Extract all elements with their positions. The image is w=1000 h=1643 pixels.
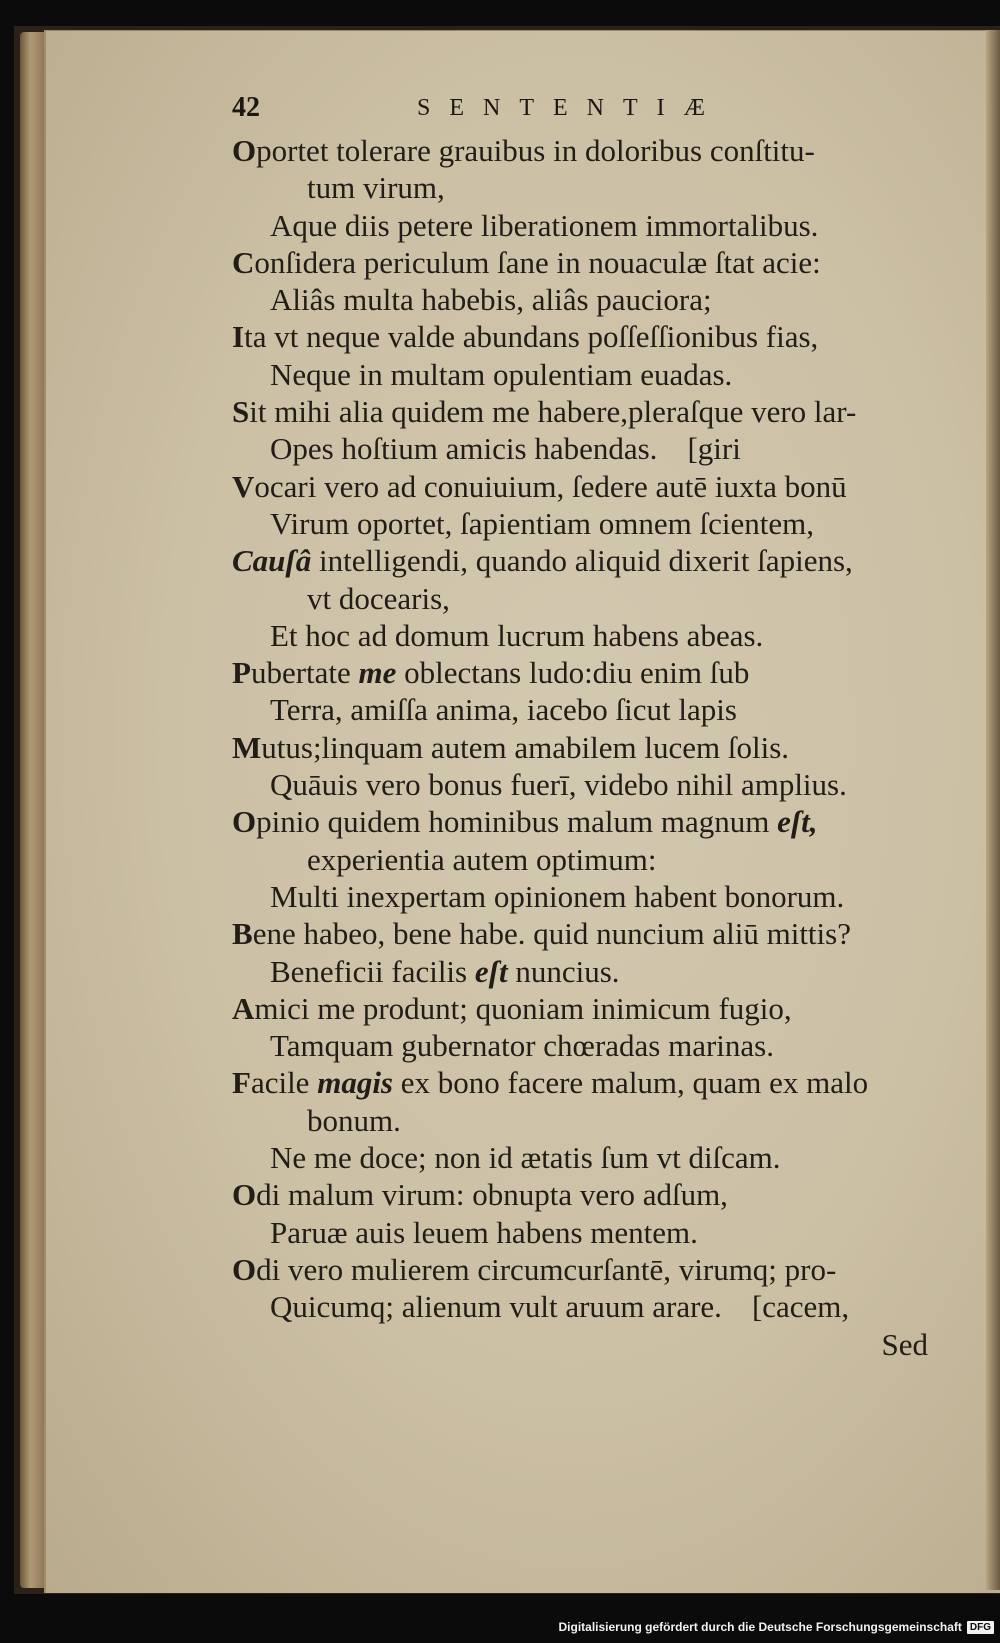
text-line	[232, 617, 932, 654]
line-segment: Quicumq; alienum vult aruum arare.	[270, 1289, 722, 1325]
line-segment: Quāuis vero bonus fuerī, videbo nihil amplius.	[270, 767, 847, 803]
line-segment: Terra, amiſſa anima, iacebo ſicut lapis	[270, 692, 737, 728]
text-line	[232, 878, 932, 915]
line-segment: di malum virum: obnupta vero adſum,	[256, 1177, 728, 1213]
line-segment: portet tolerare grauibus in doloribus conſtitu-	[256, 133, 815, 168]
line-segment: ta vt neque valde abundans poſſeſſionibus fias,	[244, 319, 819, 355]
italic-word: eſt,	[777, 804, 818, 840]
page-edge	[986, 30, 1000, 1590]
dfg-logo: DFG	[967, 1621, 994, 1634]
text-line	[232, 803, 932, 840]
line-segment: Et hoc ad domum lucrum habens abeas.	[270, 617, 764, 653]
text-line	[232, 1214, 932, 1251]
initial-letter: O	[232, 804, 257, 840]
text-line	[232, 281, 932, 318]
text-line	[232, 318, 932, 355]
line-segment: Sed	[881, 1326, 928, 1362]
line-segment: Neque in multam opulentiam euadas.	[270, 356, 733, 392]
italic-word: Cauſâ	[232, 543, 312, 579]
text-line	[232, 1027, 932, 1064]
initial-letter: B	[232, 916, 253, 952]
text-line	[232, 207, 932, 244]
line-segment: pinio quidem hominibus malum magnum	[256, 804, 778, 840]
text-line	[232, 1064, 932, 1101]
text-line	[232, 1102, 932, 1139]
italic-word: magis	[317, 1065, 393, 1101]
line-segment: oblectans ludo:diu enim ſub	[396, 655, 750, 691]
initial-letter: M	[232, 729, 262, 765]
initial-letter: O	[232, 1251, 257, 1287]
line-segment: ocari vero ad conuiuium, ſedere autē iuxta bonū	[254, 468, 847, 504]
italic-word: eſt	[474, 953, 508, 989]
text-line	[232, 244, 932, 281]
text-line	[232, 132, 932, 169]
line-segment: Opes hoſtium amicis habendas.	[270, 431, 658, 467]
line-segment: it mihi alia quidem me habere,pleraſque vero lar-	[249, 394, 857, 430]
line-segment: di vero mulierem circumcurſantē, virumq; pro-	[256, 1251, 837, 1287]
initial-letter: S	[232, 394, 250, 430]
book-spine	[20, 32, 46, 1588]
initial-letter: O	[232, 1177, 257, 1213]
line-segment: nuncius.	[507, 953, 620, 989]
line-segment: Multi inexpertam opinionem habent bonorum.	[270, 878, 845, 914]
text-line	[232, 654, 932, 691]
text-line	[232, 990, 932, 1027]
text-line	[232, 468, 932, 505]
text-line	[232, 729, 932, 766]
line-segment: acile	[250, 1065, 318, 1101]
line-segment: ubertate	[250, 655, 359, 691]
text-line	[232, 1288, 932, 1325]
line-segment: Aliâs multa habebis, aliâs pauciora;	[270, 282, 712, 318]
text-line	[232, 841, 932, 878]
text-line	[232, 356, 932, 393]
line-segment: mici me produnt; quoniam inimicum fugio,	[254, 990, 792, 1026]
footer-credit: Digitalisierung gefördert durch die Deutsche Forschungsgemeinschaft	[558, 1620, 962, 1634]
line-segment: onſidera periculum ſane in nouaculæ ſtat acie:	[254, 244, 821, 280]
line-segment: [giri	[687, 431, 741, 467]
text-line	[232, 580, 932, 617]
line-segment: tum virum,	[307, 170, 445, 206]
initial-letter: O	[232, 133, 257, 168]
line-segment: [cacem,	[751, 1289, 850, 1325]
text-line	[232, 1139, 932, 1176]
text-line	[232, 691, 932, 728]
initial-letter: V	[232, 468, 255, 504]
text-line	[232, 505, 932, 542]
initial-letter: F	[232, 1065, 251, 1101]
line-segment: bonum.	[307, 1102, 401, 1138]
line-segment: ene habeo, bene habe. quid nuncium aliū mittis?	[252, 916, 851, 952]
line-segment: ex bono facere malum, quam ex malo	[393, 1065, 869, 1101]
text-line	[232, 1251, 932, 1288]
page-text	[232, 132, 932, 1363]
text-line	[232, 393, 932, 430]
digitization-footer	[558, 1614, 994, 1640]
line-segment: utus;linquam autem amabilem lucem ſolis.	[261, 729, 790, 765]
line-segment: Tamquam gubernator chœradas marinas.	[270, 1028, 774, 1064]
text-line	[232, 169, 932, 206]
text-line	[232, 542, 932, 579]
line-segment: vt docearis,	[307, 580, 450, 616]
text-line	[232, 915, 932, 952]
text-line	[232, 430, 932, 467]
line-segment: Paruæ auis leuem habens mentem.	[270, 1214, 698, 1250]
initial-letter: C	[232, 244, 255, 280]
text-line	[232, 953, 932, 990]
text-line	[232, 766, 932, 803]
initial-letter: A	[232, 990, 255, 1026]
line-segment: Virum oportet, ſapientiam omnem ſcientem,	[270, 505, 814, 541]
line-segment: experientia autem optimum:	[307, 841, 657, 877]
line-segment: intelligendi, quando aliquid dixerit ſapiens,	[311, 543, 853, 579]
line-segment: Ne me doce; non id ætatis ſum vt diſcam.	[270, 1140, 781, 1176]
line-segment: Aque diis petere liberationem immortalibus.	[270, 207, 819, 243]
italic-word: me	[358, 655, 397, 691]
text-line	[232, 1176, 932, 1213]
running-title: SENTENTIÆ	[417, 95, 724, 121]
initial-letter: P	[232, 655, 251, 691]
line-segment: Beneficii facilis	[270, 953, 475, 989]
page-number: 42	[232, 92, 260, 123]
initial-letter: I	[232, 319, 245, 355]
text-line	[232, 1326, 932, 1363]
